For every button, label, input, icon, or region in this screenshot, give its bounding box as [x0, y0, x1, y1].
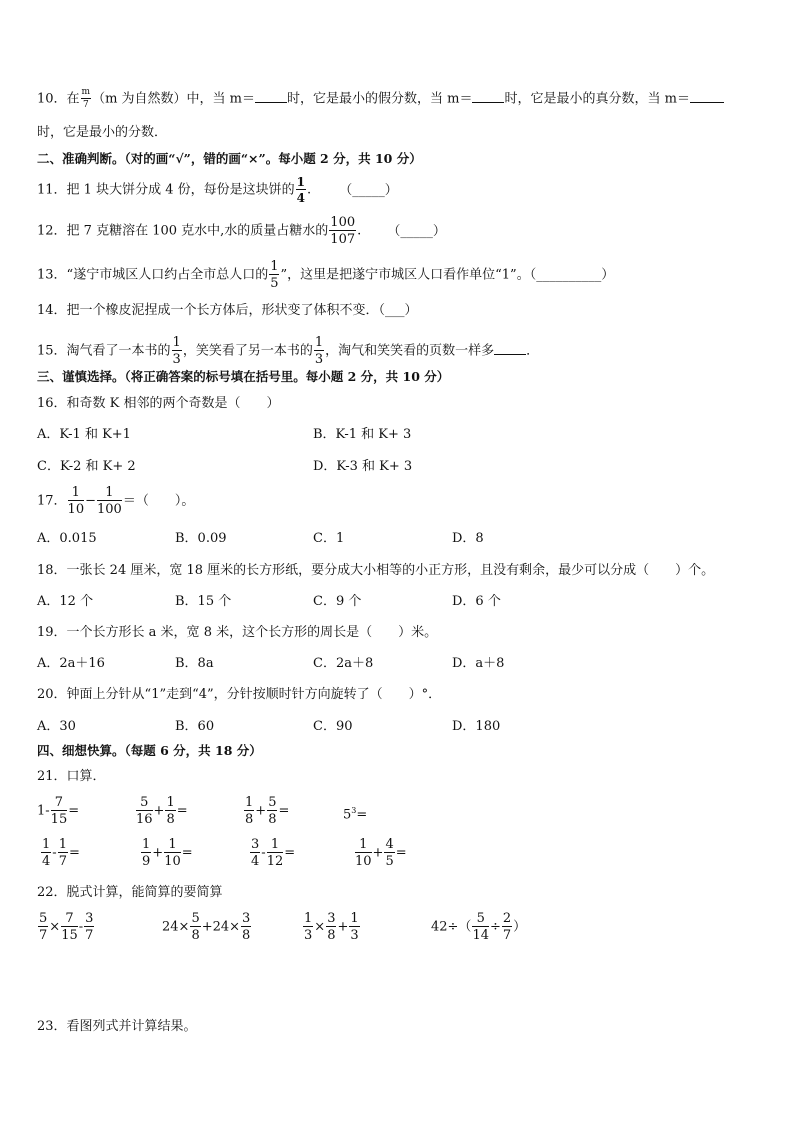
question-10-line2: 时，它是最小的分数． [37, 125, 168, 140]
mental-calc-8: $\frac{1}{10}$ + $\frac{4}{5}$ = [355, 837, 407, 869]
option-a[interactable]: A．0.015 [37, 531, 97, 546]
section-3-title: 三、谨慎选择。（将正确答案的标号填在括号里。每小题 2 分，共 10 分） [37, 369, 450, 384]
question-18: 18．一张长 24 厘米，宽 18 厘米的长方形纸，要分成大小相等的小正方形，且没有剩余，最少可以分成（ ）个。 [37, 563, 715, 578]
option-c[interactable]: C．90 [313, 719, 353, 734]
mental-calc-6: $\frac{1}{9}$ + $\frac{1}{10}$ = [142, 837, 193, 869]
option-b[interactable]: B．0.09 [175, 531, 227, 546]
option-a[interactable]: A．2a＋16 [37, 656, 105, 671]
answer-blank[interactable] [255, 90, 287, 103]
calc-expression-1: $\frac{5}{7}$ × $\frac{7}{15}$ - $\frac{3}{7}$ [39, 911, 94, 943]
fraction-100-107: $\frac{100}{107}$ [330, 215, 356, 247]
question-20: 20．钟面上分针从“1”走到“4”，分针按顺时针方向旋转了（ ）°． [37, 687, 442, 702]
calc-expression-3: $\frac{1}{3}$ × $\frac{3}{8}$ + $\frac{1}{3}$ [304, 911, 359, 943]
option-b[interactable]: B．8a [175, 656, 214, 671]
mental-calc-5: $\frac{1}{4}$ - $\frac{1}{7}$ = [42, 837, 80, 869]
calc-expression-2: 24× $\frac{5}{8}$ +24× $\frac{3}{8}$ [162, 911, 251, 943]
option-b[interactable]: B．60 [175, 719, 215, 734]
question-17: 17． $\frac{1}{10}$ − $\frac{1}{100}$ ＝（ ）。 [37, 485, 195, 517]
option-a[interactable]: A．30 [37, 719, 76, 734]
mental-calc-4: $5^3=$ [343, 806, 368, 823]
option-c[interactable]: C．1 [313, 531, 345, 546]
fraction-1-100: $\frac{1}{100}$ [97, 485, 122, 517]
question-14: 14．把一个橡皮泥捏成一个长方体后，形状变了体积不变．（___） [37, 303, 418, 318]
question-15: 15．淘气看了一本书的 $\frac{1}{3}$ ，笑笑看了另一本书的 $\frac{1}{3}$ ，淘气和笑笑看的页数一样多 ． [37, 335, 540, 367]
option-c[interactable]: C．9 个 [313, 594, 362, 609]
question-11: 11．把 1 块大饼分成 4 份，每份是这块饼的 $\frac{1}{4}$ . （_____） [37, 175, 398, 205]
answer-bracket[interactable]: （__________） [529, 267, 615, 283]
fraction-1-5: $\frac{1}{5}$ [270, 259, 279, 291]
question-19: 19．一个长方形长 a 米，宽 8 米，这个长方形的周长是（ ）米。 [37, 625, 438, 640]
question-22-title: 22．脱式计算，能简算的要简算 [37, 885, 223, 900]
option-b[interactable]: B．K-1 和 K+ 3 [313, 427, 412, 442]
option-d[interactable]: D．180 [452, 719, 501, 734]
option-b[interactable]: B．15 个 [175, 594, 232, 609]
option-c[interactable]: C．2a＋8 [313, 656, 374, 671]
answer-bracket[interactable]: （_____） [387, 223, 446, 239]
option-d[interactable]: D．K-3 和 K+ 3 [313, 459, 413, 474]
fraction-1-3: $\frac{1}{3}$ [172, 335, 181, 367]
mental-calc-3: $\frac{1}{8}$ + $\frac{5}{8}$ = [245, 795, 290, 827]
fraction-1-3: $\frac{1}{3}$ [314, 335, 324, 367]
answer-blank[interactable] [472, 90, 504, 103]
fraction-1-4: $\frac{1}{4}$ [296, 175, 305, 205]
fraction-m-over-7: $\frac{m}{7}$ [81, 87, 91, 110]
option-a[interactable]: A．K-1 和 K+1 [37, 427, 131, 442]
question-13: 13．“遂宁市城区人口约占全市总人口的 $\frac{1}{5}$ ”，这里是把遂宁市城区人口看作单位“1”。（__________） [37, 259, 615, 291]
question-10: 10．在 $\frac{m}{7}$ （m 为自然数）中，当 m＝ 时，它是最小的假分数，当 m＝ 时，它是最小的真分数，当 m＝ [37, 88, 724, 110]
option-d[interactable]: D．8 [452, 531, 484, 546]
option-d[interactable]: D．6 个 [452, 594, 501, 609]
answer-bracket[interactable]: （_____） [339, 182, 398, 198]
mental-calc-1: 1- $\frac{7}{15}$ = [37, 795, 80, 827]
question-16: 16．和奇数 K 相邻的两个奇数是（ ） [37, 396, 280, 411]
answer-blank[interactable] [690, 90, 724, 103]
mental-calc-2: $\frac{5}{16}$ + $\frac{1}{8}$ = [136, 795, 188, 827]
section-4-title: 四、细想快算。（每题 6 分，共 18 分） [37, 743, 262, 758]
question-12: 12．把 7 克糖溶在 100 克水中,水的质量占糖水的 $\frac{100}{107}$ . （_____） [37, 215, 446, 247]
fraction-1-10: $\frac{1}{10}$ [67, 485, 85, 517]
option-a[interactable]: A．12 个 [37, 594, 94, 609]
option-c[interactable]: C．K-2 和 K+ 2 [37, 459, 136, 474]
calc-expression-4: 42÷（ $\frac{5}{14}$ ÷ $\frac{2}{7}$ ） [431, 911, 527, 943]
answer-blank[interactable] [494, 342, 526, 355]
option-d[interactable]: D．a＋8 [452, 656, 505, 671]
mental-calc-7: $\frac{3}{4}$ - $\frac{1}{12}$ = [251, 837, 296, 869]
section-2-title: 二、准确判断。（对的画“√”，错的画“×”。每小题 2 分，共 10 分） [37, 151, 422, 166]
question-23: 23．看图列式并计算结果。 [37, 1019, 197, 1034]
question-21-title: 21．口算． [37, 769, 106, 784]
